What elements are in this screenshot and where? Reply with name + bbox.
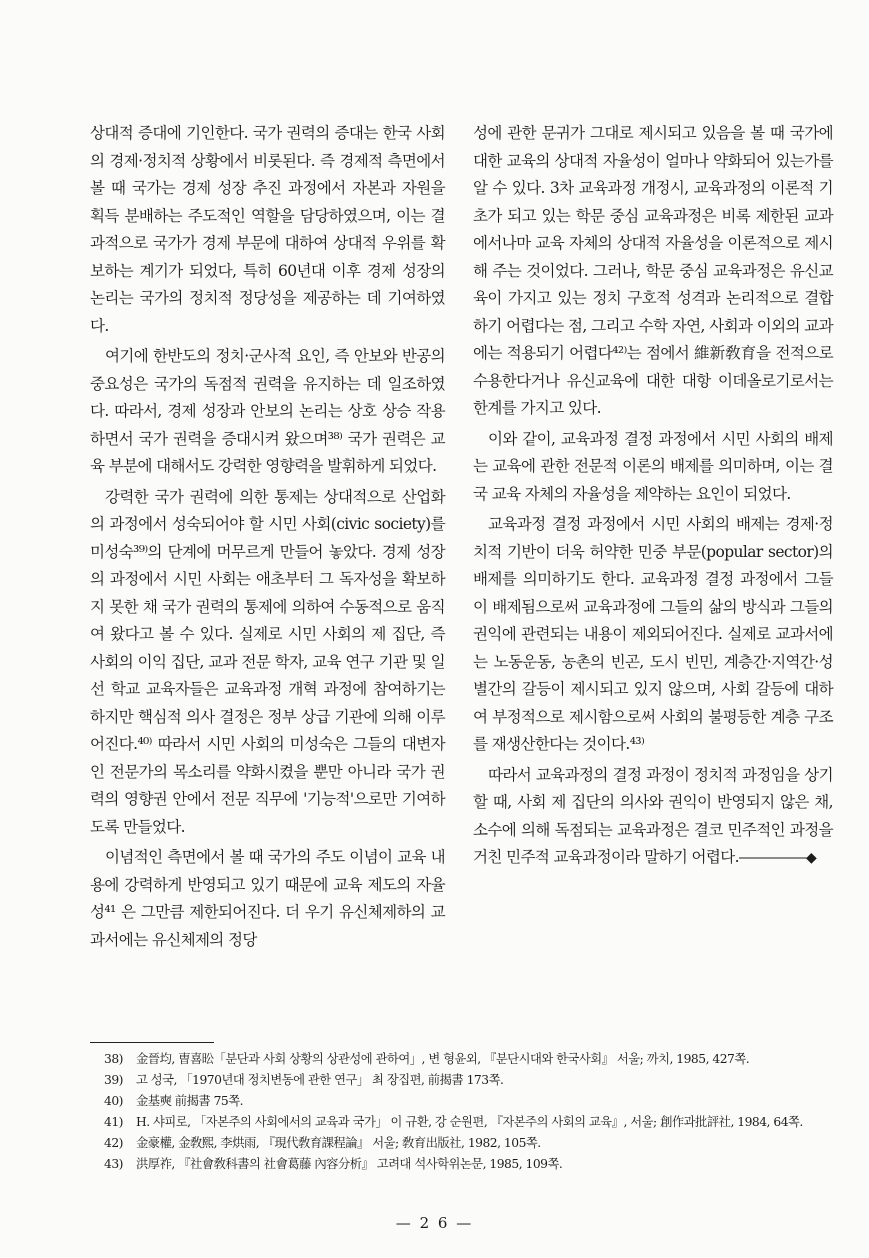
footnote <box>102 1070 844 1091</box>
footnote-number: 40) <box>104 1094 123 1108</box>
footnote <box>102 1133 844 1154</box>
footnote-text: 洪厚祚, 『社會敎科書의 社會葛藤 內容分析』 고려대 석사학위논문, 1985, 109쪽. <box>136 1157 563 1171</box>
footnote <box>102 1049 844 1070</box>
paragraph: 이와 같이, 교육과정 결정 과정에서 시민 사회의 배제는 교육에 관한 전문적 이론의 배제를 의미하며, 이는 결국 교육 자체의 자율성을 제약하는 요인이 되었다. <box>473 429 833 503</box>
paragraph: 성에 관한 문귀가 그대로 제시되고 있음을 볼 때 국가에 대한 교육의 상대적 자율성이 얼마나 약화되어 있는가를 알 수 있다. 3차 교육과정 개정시, 교육과정의 이론적 기초가 되고 있는 학문 중심 교육과정은 비록 제한된 교과에서나마 교육 자체의 상대적 자율성을 이론적으로 제시해 주는 것이었다. 그러나, 학문 중심 교육과정은 유신교육이 가지고 있는 정치 구호적 성격과 논리적으로 결합하기 어렵다는 점, 그리고 수학 자연, 사회과 이외의 교과에는 적용되기 어렵다⁴²⁾는 점에서 維新敎育을 전적으로 수용한다거나 유신교육에 대한 대항 이데올로기로서는 한계를 가지고 있다. <box>473 124 833 417</box>
body-text-right-column <box>473 120 833 873</box>
paragraph: 강력한 국가 권력에 의한 통제는 상대적으로 산업화의 과정에서 성숙되어야 할 시민 사회(civic society)를 미성숙³⁹⁾의 단계에 머무르게 만들어 놓았다. 경제 성장의 과정에서 시민 사회는 애초부터 그 독자성을 확보하지 못한 채 국가 권력의 통제에 의하여 수동적으로 움직여 왔다고 볼 수 있다. 실제로 시민 사회의 제 집단, 즉 사회의 이익 집단, 교과 전문 학자, 교육 연구 기관 및 일선 학교 교육자들은 교육과정 개혁 과정에 참여하기는 하지만 핵심적 의사 결정은 정부 상급 기관에 의해 이루어진다.⁴⁰⁾ 따라서 시민 사회의 미성숙은 그들의 대변자인 전문가의 목소리를 약화시켰을 뿐만 아니라 국가 권력의 영향권 안에서 전문 직무에 '기능적'으로만 기여하도록 만들었다. <box>90 487 445 836</box>
paragraph: 상대적 증대에 기인한다. 국가 권력의 증대는 한국 사회의 경제·정치적 상황에서 비롯된다. 즉 경제적 측면에서 볼 때 국가는 경제 성장 추진 과정에서 자본과 자원을 획득 분배하는 주도적인 역할을 담당하였으며, 이는 결과적으로 국가가 경제 부문에 대하여 상대적 우위를 확보하는 계기가 되었다, 특히 60년대 이후 경제 성장의 논리는 국가의 정치적 정당성을 제공하는 데 기여하였다. <box>90 124 445 335</box>
footnote-number: 41) <box>104 1115 123 1129</box>
footnote-number: 38) <box>104 1052 123 1066</box>
footnote <box>102 1091 844 1112</box>
paragraph: 이념적인 측면에서 볼 때 국가의 주도 이념이 교육 내용에 강력하게 반영되고 있기 때문에 교육 제도의 자율성⁴¹ 은 그만큼 제한되어진다. 더 우기 유신체제하의 교과서에는 유신체제의 정당 <box>90 848 445 949</box>
footnote <box>102 1112 844 1133</box>
footnote-number: 39) <box>104 1073 123 1087</box>
footnote-text: 고 성국, 「1970년대 정치변동에 관한 연구」 최 장집편, 前揭書 173쪽. <box>136 1073 504 1087</box>
footnote-number: 43) <box>104 1157 123 1171</box>
paragraph: 교육과정 결정 과정에서 시민 사회의 배제는 경제·정치적 기반이 더욱 허약한 민중 부문(popular sector)의배제를 의미하기도 한다. 교육과정 결정 과정에서 그들이 배제됨으로써 교육과정에 그들의 삶의 방식과 그들의 권익에 관련되는 내용이 제외되어진다. 실제로 교과서에는 노동운동, 농촌의 빈곤, 도시 빈민, 계층간·지역간·성별간의 갈등이 제시되고 있지 않으며, 사회 갈등에 대하여 부정적으로 제시함으로써 사회의 불평등한 계층 구조를 재생산한다는 것이다.⁴³⁾ <box>473 515 833 753</box>
paragraph <box>473 762 833 873</box>
paragraph: 여기에 한반도의 정치·군사적 요인, 즉 안보와 반공의 중요성은 국가의 독점적 권력을 유지하는 데 일조하였다. 따라서, 경제 성장과 안보의 논리는 상호 상승 작용하면서 국가 권력을 증대시켜 왔으며³⁸⁾ 국가 권력은 교육 부분에 대해서도 강력한 영향력을 발휘하게 되었다. <box>90 347 445 475</box>
footnote <box>102 1154 844 1175</box>
end-of-section-mark: ―――――◆ <box>738 850 817 866</box>
paragraph-text: 따라서 교육과정의 결정 과정이 정치적 과정임을 상기할 때, 사회 제 집단의 의사와 권익이 반영되지 않은 채, 소수에 의해 독점되는 교육과정은 결코 민주적인 과정을 거친 민주적 교육과정이라 말하기 어렵다. <box>473 765 833 866</box>
page-number: — 2 6 — <box>395 1214 474 1232</box>
body-text-left-column <box>90 120 445 954</box>
footnote-text: 金晉均, 曺喜昖「분단과 사회 상황의 상관성에 관하여」, 변 형윤외, 『분단시대와 한국사회』 서울; 까치, 1985, 427쪽. <box>136 1052 750 1066</box>
footnotes <box>102 1049 844 1175</box>
footnote-text: 金基奭 前揭書 75쪽. <box>136 1094 244 1108</box>
footnote-text: H. 샤피로, 「자본주의 사회에서의 교육과 국가」 이 규환, 강 순원편, 『자본주의 사회의 교육』, 서울; 創作과批評社, 1984, 64쪽. <box>136 1115 803 1129</box>
footnote-number: 42) <box>104 1136 123 1150</box>
footnote-divider <box>90 1042 214 1043</box>
footnote-text: 金豪權, 金敎熙, 李烘雨, 『現代敎育課程論』 서울; 敎育出版社, 1982, 105쪽. <box>136 1136 541 1150</box>
